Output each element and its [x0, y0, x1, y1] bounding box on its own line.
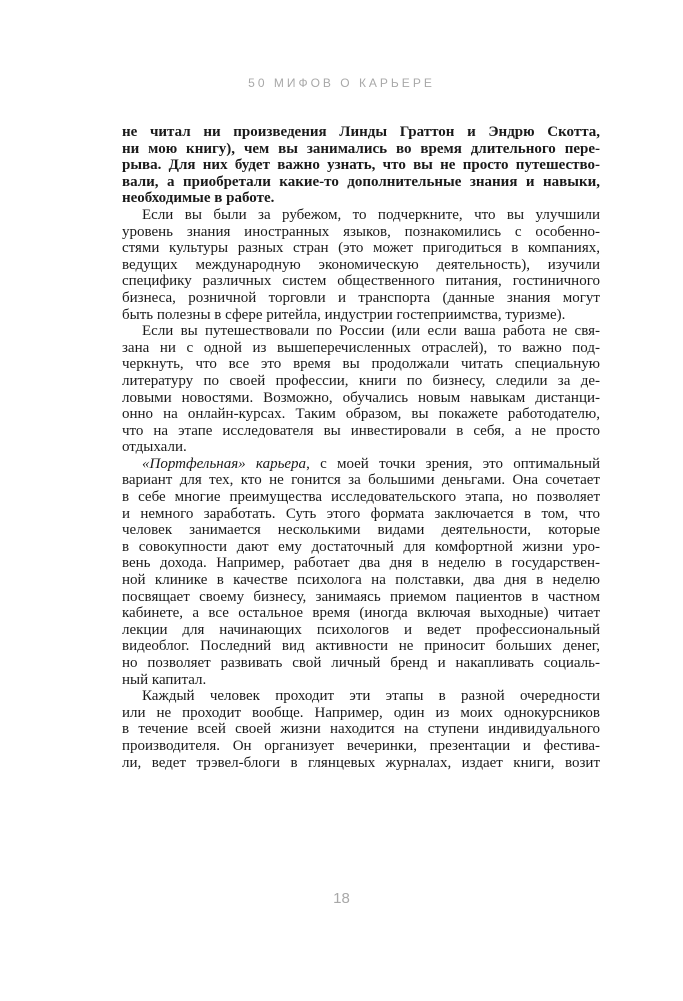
paragraph: [122, 207, 600, 323]
text-line: [122, 472, 600, 489]
paragraph: [122, 124, 600, 207]
line-text: вень дохода. Например, работает два дня в неделю в государствен-: [122, 555, 600, 572]
text-line: [122, 622, 600, 639]
text-line: [122, 323, 600, 340]
paragraph: [122, 456, 600, 688]
text-line: [122, 721, 600, 738]
text-line: [122, 705, 600, 722]
line-text: человек занимается несколькими видами деятельности, которые: [122, 522, 600, 539]
line-text: онно на онлайн-курсах. Таким образом, вы покажете работодателю,: [122, 406, 600, 423]
text-line: [122, 356, 600, 373]
line-text: рыва. Для них будет важно узнать, что вы не просто путешество-: [122, 157, 600, 174]
text-line: [122, 307, 600, 324]
text-line: [122, 605, 600, 622]
text-line: [122, 124, 600, 141]
text-line: [122, 390, 600, 407]
line-text: ной клинике в качестве психолога на полставки, два дня в неделю: [122, 572, 600, 589]
paragraph: [122, 688, 600, 771]
line-text: ли, ведет трэвел-блоги в глянцевых журналах, издает книги, возит: [122, 754, 600, 771]
text-line: [122, 290, 600, 307]
line-text: в себе многие преимущества исследовательского этапа, но позволяет: [122, 489, 600, 506]
line-text: вали, а приобретали какие-то дополнительные знания и навыки,: [122, 173, 600, 190]
line-text: в течение всей своей жизни находится на ступени индивидуального: [122, 721, 600, 738]
text-line: [122, 638, 600, 655]
text-line: [122, 406, 600, 423]
line-text: уровень знания иностранных языков, познакомились с особенно-: [122, 223, 600, 240]
line-text: черкнуть, что все это время вы продолжали читать специальную: [122, 356, 600, 373]
line-text: , с моей точки зрения, это оптимальный: [306, 455, 600, 472]
text-line: [122, 157, 600, 174]
line-text: ловыми новостями. Возможно, обучались новым навыкам дистанци-: [122, 389, 600, 406]
text-line: [122, 174, 600, 191]
line-text: но позволяет развивать свой личный бренд и накапливать социаль-: [122, 655, 600, 671]
line-text: необходимые в работе.: [122, 190, 275, 207]
line-text: стями культуры разных стран (это может пригодиться в компаниях,: [122, 240, 600, 257]
text-line: [122, 423, 600, 440]
text-line: [122, 555, 600, 572]
text-line: [122, 655, 600, 672]
text-line: [122, 506, 600, 523]
text-line: [122, 688, 600, 705]
text-line: [122, 539, 600, 556]
text-line: [122, 190, 600, 207]
line-text: специфику различных систем общественного питания, гостиничного: [122, 273, 600, 290]
text-line: [122, 456, 600, 473]
line-text: не читал ни произведения Линды Граттон и Эндрю Скотта,: [122, 124, 600, 140]
line-text: производителя. Он организует вечеринки, презентации и фестива-: [122, 737, 600, 754]
line-text: посвящает своему бизнесу, занимаясь приемом пациентов в частном: [122, 588, 600, 605]
line-text: ный капитал.: [122, 671, 207, 688]
text-line: [122, 572, 600, 589]
text-line: [122, 755, 600, 772]
body-text: [122, 124, 600, 771]
text-line: [122, 207, 600, 224]
page-number: 18: [333, 890, 350, 907]
text-line: [122, 224, 600, 241]
line-text: или не проходит вообще. Например, один из моих однокурсников: [122, 704, 600, 721]
text-line: [122, 373, 600, 390]
text-line: [122, 141, 600, 158]
line-text: лекции для начинающих психологов и ведет профессиональный: [122, 621, 600, 638]
line-text: Каждый человек проходит эти этапы в разной очередности: [142, 688, 600, 705]
line-text: и немного заработать. Суть этого формата заключается в том, что: [122, 505, 600, 522]
text-line: [122, 522, 600, 539]
text-line: [122, 672, 600, 689]
paragraph: [122, 323, 600, 456]
text-line: [122, 273, 600, 290]
line-text: видеоблог. Последний вид активности не приносит больших денег,: [122, 638, 600, 655]
line-text: ни мою книгу), чем вы занимались во время длительного пере-: [122, 140, 600, 157]
line-text: вариант для тех, кто не гонится за большими деньгами. Она сочетает: [122, 472, 600, 489]
text-line: [122, 439, 600, 456]
text-line: [122, 589, 600, 606]
line-text: отдыхали.: [122, 439, 187, 456]
line-text: быть полезны в сфере ритейла, индустрии гостеприимства, туризме).: [122, 306, 566, 323]
line-text: литературу по своей профессии, книги по бизнесу, следили за де-: [122, 372, 600, 389]
line-text: зана ни с одной из вышеперечисленных отраслей), то важно под-: [122, 339, 600, 356]
text-line: [122, 738, 600, 755]
text-line: [122, 340, 600, 357]
running-head: 50 МИФОВ О КАРЬЕРЕ: [248, 76, 435, 90]
line-text: ведущих международную экономическую деятельность), изучили: [122, 256, 600, 273]
line-text: Если вы были за рубежом, то подчеркните, что вы улучшили: [142, 206, 600, 223]
line-text: в совокупности дают ему достаточный для комфортной жизни уро-: [122, 538, 600, 555]
line-text: Если вы путешествовали по России (или если ваша работа не свя-: [142, 323, 600, 340]
line-text: бизнеса, розничной торговли и транспорта (данные знания могут: [122, 289, 600, 306]
text-line: [122, 257, 600, 274]
text-line: [122, 489, 600, 506]
italic-term: «Портфельная» карьера: [142, 455, 307, 472]
text-line: [122, 240, 600, 257]
line-text: что на этапе исследователя вы инвестировали в себя, а не просто: [122, 422, 600, 439]
line-text: кабинете, а все остальное время (иногда включая выходные) читает: [122, 605, 600, 622]
